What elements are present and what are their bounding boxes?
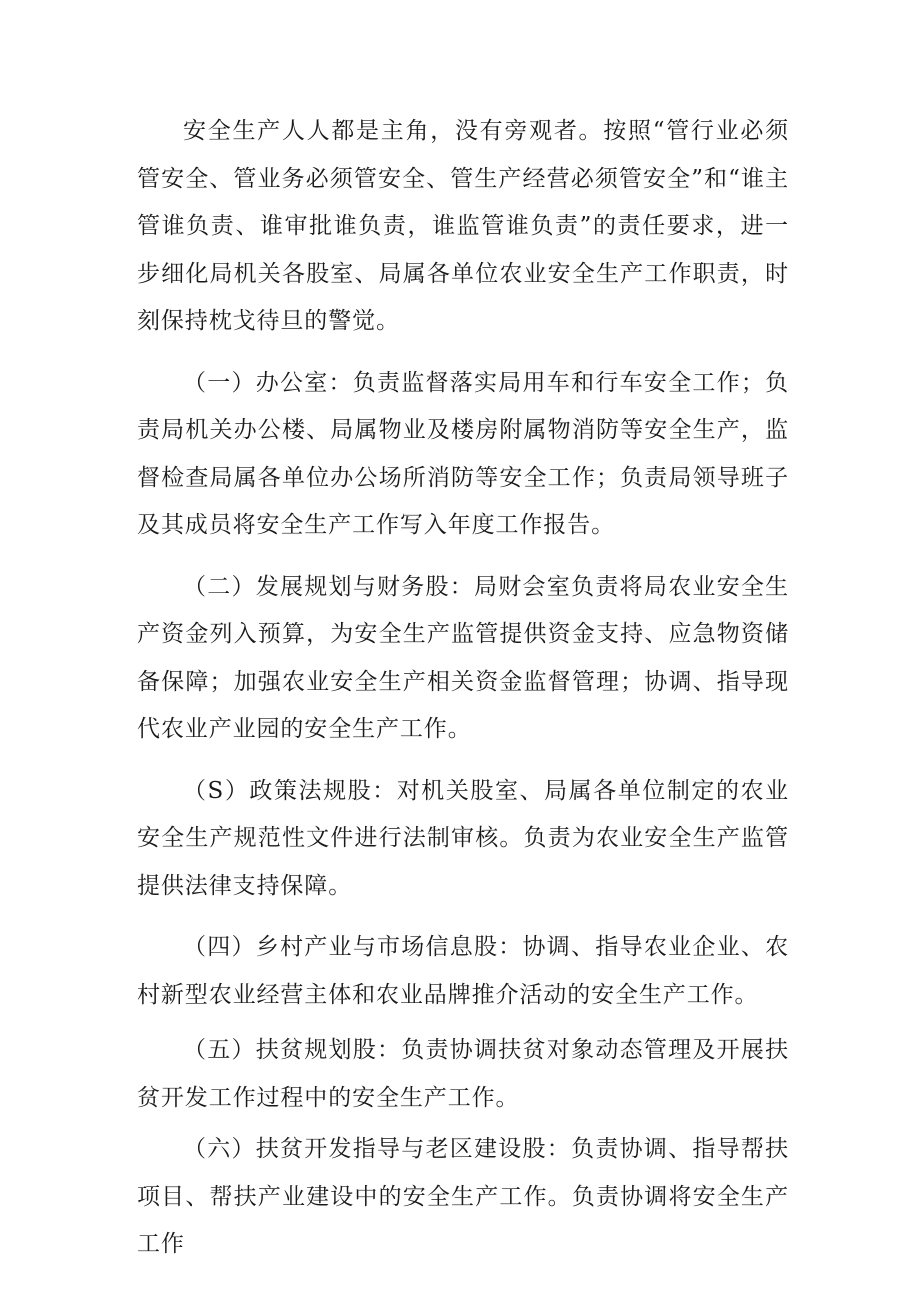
planning-finance-paragraph: （二）发展规划与财务股：局财会室负责将局农业安全生产资金列入预算，为安全生产监管提供资金支持、应急物资储备保障；加强农业安全生产相关资金监督管理；协调、指导现代农业产业园的安全生产工作。 [137,573,789,742]
office-duties-paragraph: （一）办公室：负责监督落实局用车和行车安全工作；负责局机关办公楼、局属物业及楼房附属物消防等安全生产，监督检查局属各单位办公场所消防等安全工作；负责局领导班子及其成员将安全生产工作写入年度工作报告。 [137,369,789,538]
document-page [137,108,789,1269]
poverty-development-paragraph: （六）扶贫开发指导与老区建设股：负责协调、指导帮扶项目、帮扶产业建设中的安全生产工作。负责协调将安全生产工作 [137,1136,789,1257]
intro-paragraph: 安全生产人人都是主角，没有旁观者。按照“管行业必须管安全、管业务必须管安全、管生产经营必须管安全”和“谁主管谁负责、谁审批谁负责，谁监管谁负责”的责任要求，进一步细化局机关各股室、局属各单位农业安全生产工作职责，时刻保持枕戈待旦的警觉。 [137,118,789,334]
policy-law-paragraph: （S）政策法规股：对机关股室、局属各单位制定的农业安全生产规范性文件进行法制审核。负责为农业安全生产监管提供法律支持保障。 [137,777,789,899]
poverty-planning-paragraph: （五）扶贫规划股：负责协调扶贫对象动态管理及开展扶贫开发工作过程中的安全生产工作。 [137,1037,789,1111]
rural-industry-paragraph: （四）乡村产业与市场信息股：协调、指导农业企业、农村新型农业经营主体和农业品牌推介活动的安全生产工作。 [137,934,789,1008]
